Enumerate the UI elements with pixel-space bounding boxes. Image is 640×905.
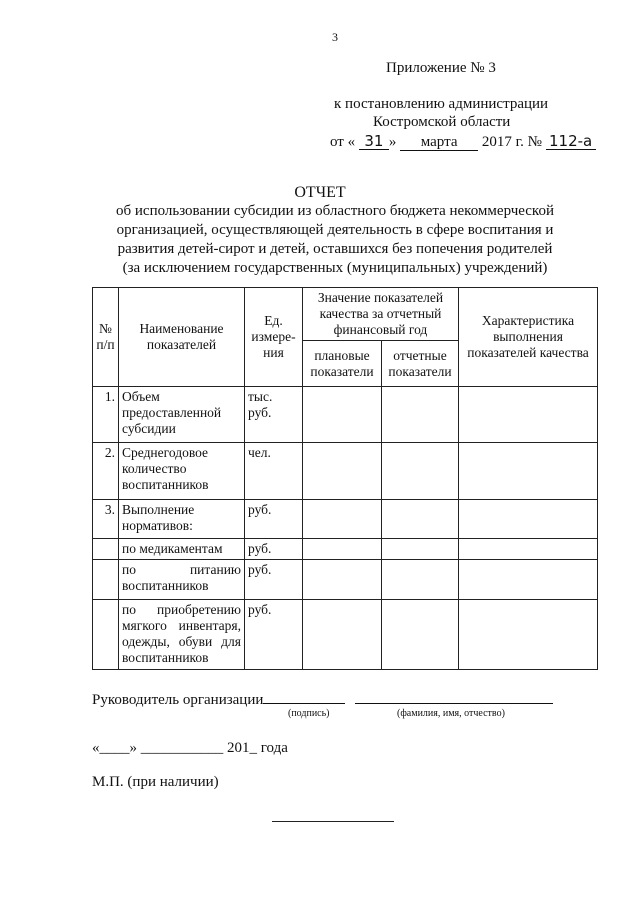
- cell-characteristic[interactable]: [459, 387, 598, 443]
- cell-actual[interactable]: [382, 443, 459, 500]
- bottom-divider: [272, 821, 394, 822]
- row-unit: руб.: [245, 560, 303, 600]
- table-row: [93, 600, 598, 670]
- subtitle-line: об использовании субсидии из областного бюджета некоммерческой: [116, 203, 554, 219]
- header-planned: плановые показатели: [303, 341, 382, 387]
- cell-characteristic[interactable]: [459, 600, 598, 670]
- table-row: [93, 539, 598, 560]
- row-name: по питанию воспитанников: [119, 560, 245, 600]
- row-name: по медикаментам: [119, 539, 245, 560]
- date-line: «____» ___________ 201_ года: [92, 740, 288, 756]
- cell-planned[interactable]: [303, 500, 382, 539]
- decree-day: 31: [359, 134, 389, 150]
- subtitle-line: развития детей-сирот и детей, оставшихся без попечения родителей: [117, 241, 553, 257]
- full-name-field[interactable]: [355, 703, 553, 704]
- decree-date-line: [330, 134, 596, 151]
- page-number: 3: [332, 30, 338, 44]
- decree-month: марта: [400, 135, 478, 151]
- signature-caption: (подпись): [288, 708, 330, 719]
- cell-actual[interactable]: [382, 600, 459, 670]
- cell-actual[interactable]: [382, 387, 459, 443]
- cell-characteristic[interactable]: [459, 560, 598, 600]
- head-label: Руководитель организации: [92, 692, 264, 708]
- row-unit: тыс. руб.: [245, 387, 303, 443]
- cell-characteristic[interactable]: [459, 500, 598, 539]
- header-value-group: Значение показателей качества за отчетный финансовый год: [303, 288, 459, 341]
- date-prefix: от «: [330, 134, 356, 150]
- row-num: [93, 600, 119, 670]
- cell-planned[interactable]: [303, 539, 382, 560]
- row-name: Объем предоставленной субсидии: [119, 387, 245, 443]
- header-num: № п/п: [93, 288, 119, 387]
- head-signature-line: [92, 692, 553, 709]
- decree-number: 112-а: [546, 134, 596, 150]
- appendix-label: Приложение № 3: [386, 60, 496, 76]
- row-num: 2.: [93, 443, 119, 500]
- report-table: [92, 287, 598, 670]
- report-title: ОТЧЕТ: [294, 184, 346, 201]
- cell-actual[interactable]: [382, 500, 459, 539]
- cell-actual[interactable]: [382, 560, 459, 600]
- cell-characteristic[interactable]: [459, 443, 598, 500]
- cell-planned[interactable]: [303, 560, 382, 600]
- row-name: по приобретению мягкого инвентаря, одежды, обуви для воспитанников: [119, 600, 245, 670]
- name-caption: (фамилия, имя, отчество): [397, 708, 505, 719]
- row-num: 3.: [93, 500, 119, 539]
- row-name: Среднегодовое количество воспитанников: [119, 443, 245, 500]
- region-name: Костромской области: [373, 114, 511, 130]
- cell-characteristic[interactable]: [459, 539, 598, 560]
- cell-planned[interactable]: [303, 600, 382, 670]
- header-name: Наименование показателей: [119, 288, 245, 387]
- signature-field[interactable]: [263, 703, 345, 704]
- table-row: [93, 443, 598, 500]
- decree-reference: к постановлению администрации: [334, 96, 549, 112]
- date-mid: »: [388, 134, 397, 150]
- table-row: [93, 560, 598, 600]
- table-row: [93, 500, 598, 539]
- cell-planned[interactable]: [303, 387, 382, 443]
- decree-year: 2017 г. №: [481, 134, 542, 150]
- row-unit: руб.: [245, 600, 303, 670]
- subtitle-line: (за исключением государственных (муниципальных) учреждений): [122, 260, 548, 276]
- row-unit: чел.: [245, 443, 303, 500]
- row-unit: руб.: [245, 500, 303, 539]
- header-actual: отчетные показатели: [382, 341, 459, 387]
- row-num: 1.: [93, 387, 119, 443]
- cell-planned[interactable]: [303, 443, 382, 500]
- cell-actual[interactable]: [382, 539, 459, 560]
- row-num: [93, 560, 119, 600]
- stamp-label: М.П. (при наличии): [92, 774, 219, 790]
- row-unit: руб.: [245, 539, 303, 560]
- subtitle-line: организацией, осуществляющей деятельность в сфере воспитания и: [116, 222, 554, 238]
- row-num: [93, 539, 119, 560]
- row-name: Выполнение нормативов:: [119, 500, 245, 539]
- header-unit: Ед. измере-ния: [245, 288, 303, 387]
- header-characteristic: Характеристика выполнения показателей качества: [459, 288, 598, 387]
- table-row: [93, 387, 598, 443]
